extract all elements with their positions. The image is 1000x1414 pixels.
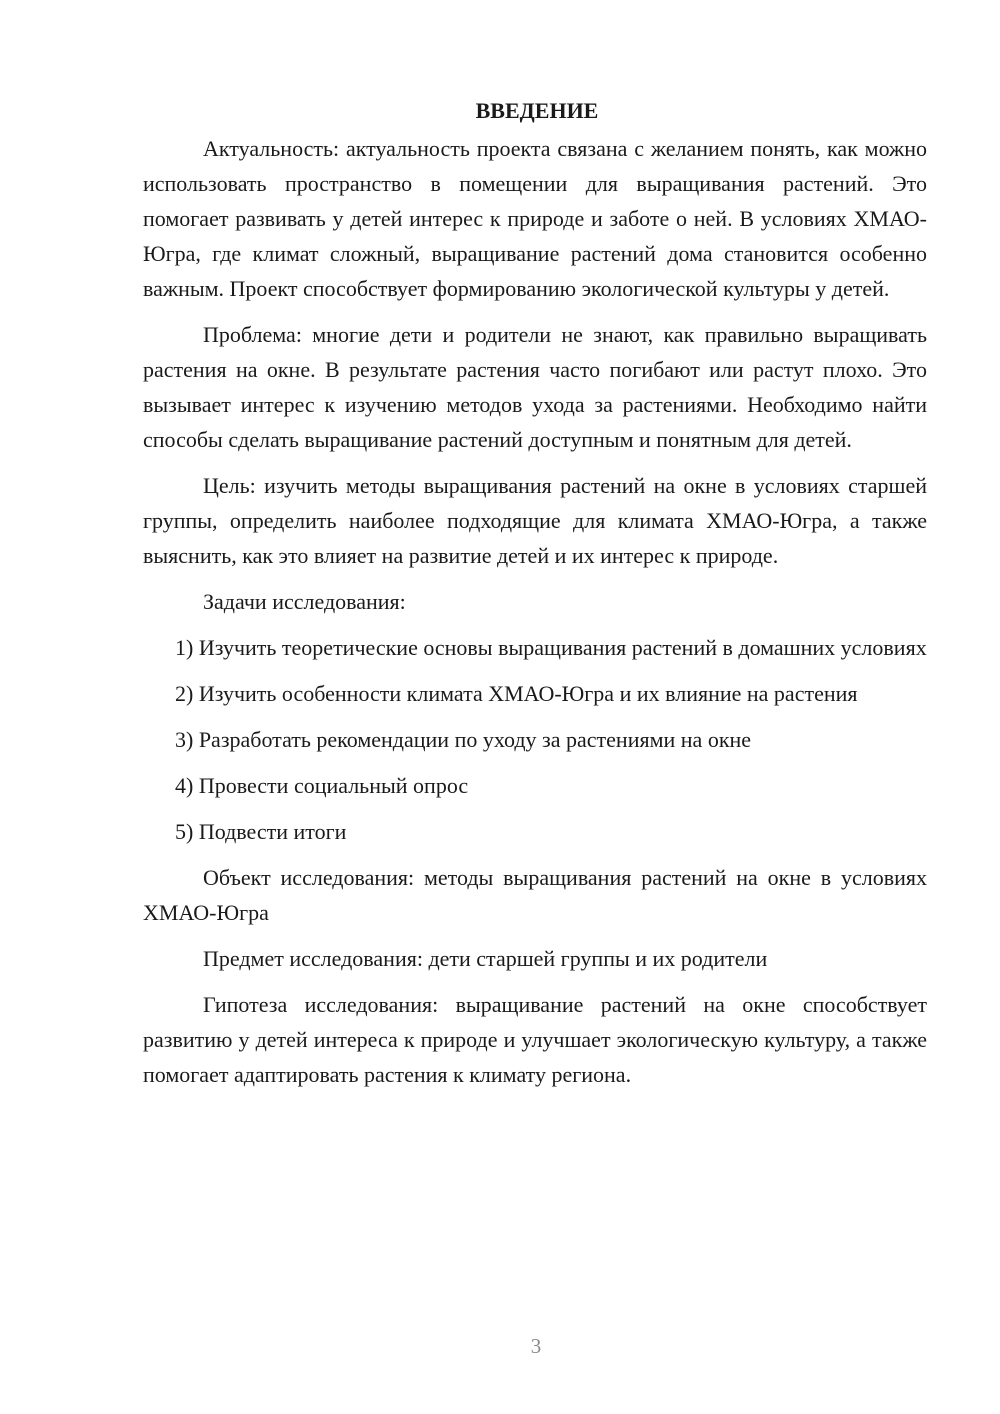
task-item-3: 3) Разработать рекомендации по уходу за растениями на окне: [175, 727, 752, 752]
page-number: 3: [530, 1334, 542, 1358]
problem-paragraph: Проблема: многие дети и родители не знают, как правильно выращивать растения на окне. В результате растения часто погибают или растут плохо. Это вызывает интерес к изучению методов ухода за растениями. Необходимо найти способы сделать выращивание растений доступным и понятным для детей.: [143, 322, 927, 452]
section-title: ВВЕДЕНИЕ: [475, 98, 599, 123]
goal-paragraph: Цель: изучить методы выращивания растений на окне в условиях старшей группы, определить наиболее подходящие для климата ХМАО-Югра, а также выяснить, как это влияет на развитие детей и их интерес к природе.: [143, 473, 927, 568]
page-content: [143, 93, 927, 1092]
task-item-2: 2) Изучить особенности климата ХМАО-Югра и их влияние на растения: [175, 681, 858, 706]
relevance-paragraph: Актуальность: актуальность проекта связана с желанием понять, как можно использовать пространство в помещении для выращивания растений. Это помогает развивать у детей интерес к природе и заботе о ней. В условиях ХМАО-Югра, где климат сложный, выращивание растений дома становится особенно важным. Проект способствует формированию экологической культуры у детей.: [143, 136, 927, 301]
task-item-4: 4) Провести социальный опрос: [175, 773, 469, 798]
subject-paragraph: Предмет исследования: дети старшей группы и их родители: [203, 946, 768, 971]
tasks-heading: Задачи исследования:: [203, 589, 406, 614]
task-item-1: 1) Изучить теоретические основы выращивания растений в домашних условиях: [175, 635, 927, 660]
task-item-5: 5) Подвести итоги: [175, 819, 347, 844]
hypothesis-paragraph: Гипотеза исследования: выращивание растений на окне способствует развитию у детей интереса к природе и улучшает экологическую культуру, а также помогает адаптировать растения к климату региона.: [143, 992, 927, 1087]
object-paragraph: Объект исследования: методы выращивания растений на окне в условиях ХМАО-Югра: [143, 865, 927, 925]
